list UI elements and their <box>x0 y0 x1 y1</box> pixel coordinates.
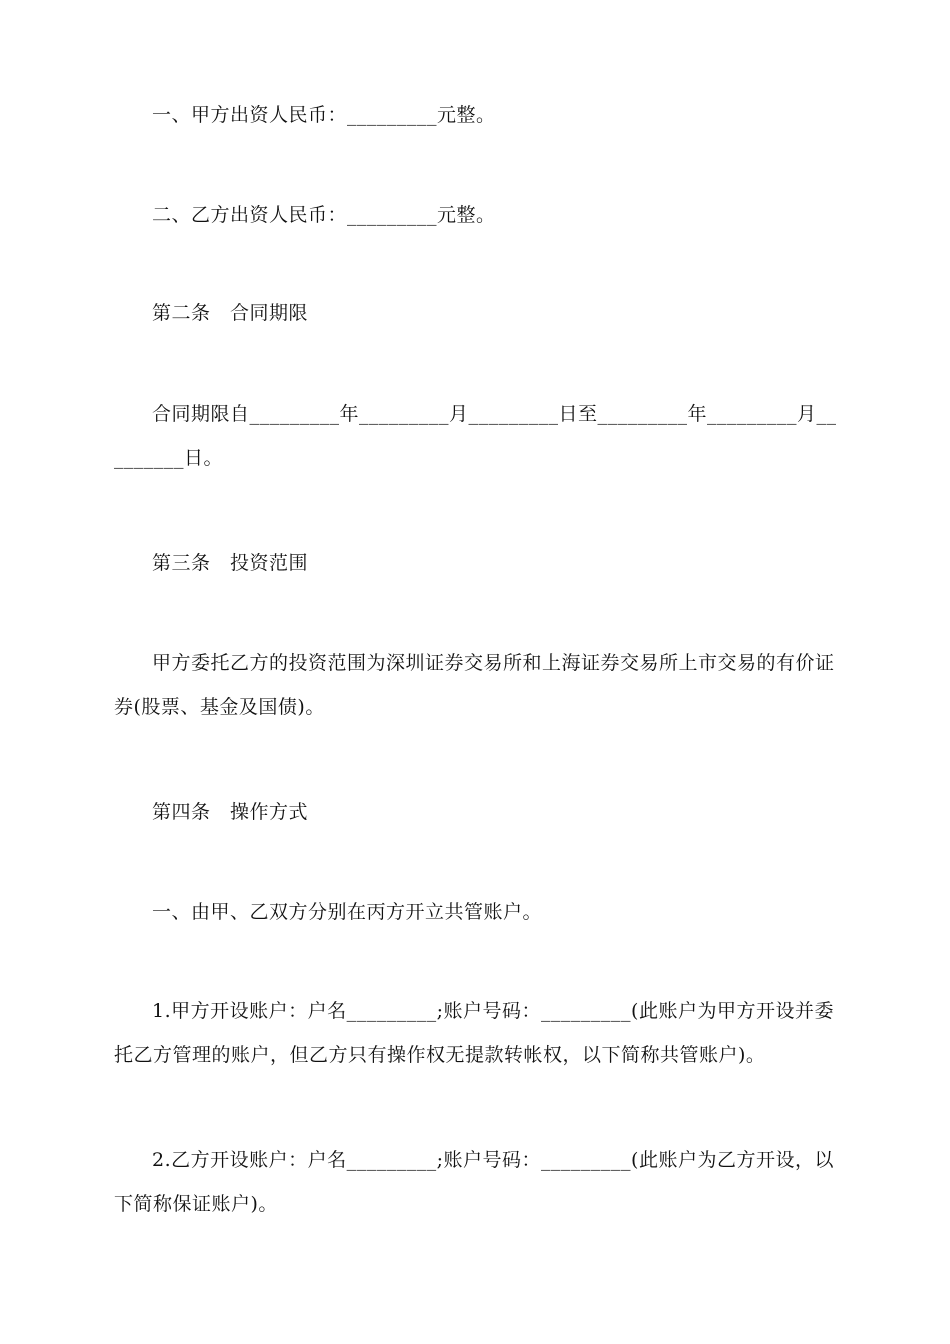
paragraph-party-b-account: 2.乙方开设账户：户名_________;账户号码：_________(此账户为乙方开设，以下简称保证账户)。 <box>114 1149 834 1215</box>
article-3-heading: 第三条 投资范围 <box>152 552 309 574</box>
paragraph-party-b-investment: 二、乙方出资人民币：_________元整。 <box>152 204 496 226</box>
article-2-heading: 第二条 合同期限 <box>152 302 309 324</box>
paragraph-investment-scope: 甲方委托乙方的投资范围为深圳证券交易所和上海证券交易所上市交易的有价证券(股票、基金及国债)。 <box>114 652 835 718</box>
paragraph-joint-account: 一、由甲、乙双方分别在丙方开立共管账户。 <box>152 901 543 923</box>
article-4-heading: 第四条 操作方式 <box>152 801 309 823</box>
paragraph-party-a-investment: 一、甲方出资人民币：_________元整。 <box>152 104 496 126</box>
paragraph-party-a-account: 1.甲方开设账户：户名_________;账户号码：_________(此账户为甲方开设并委托乙方管理的账户，但乙方只有操作权无提款转帐权，以下简称共管账户)。 <box>114 1000 834 1066</box>
paragraph-contract-term: 合同期限自_________年_________月_________日至_________年_________月_________日。 <box>114 403 837 469</box>
